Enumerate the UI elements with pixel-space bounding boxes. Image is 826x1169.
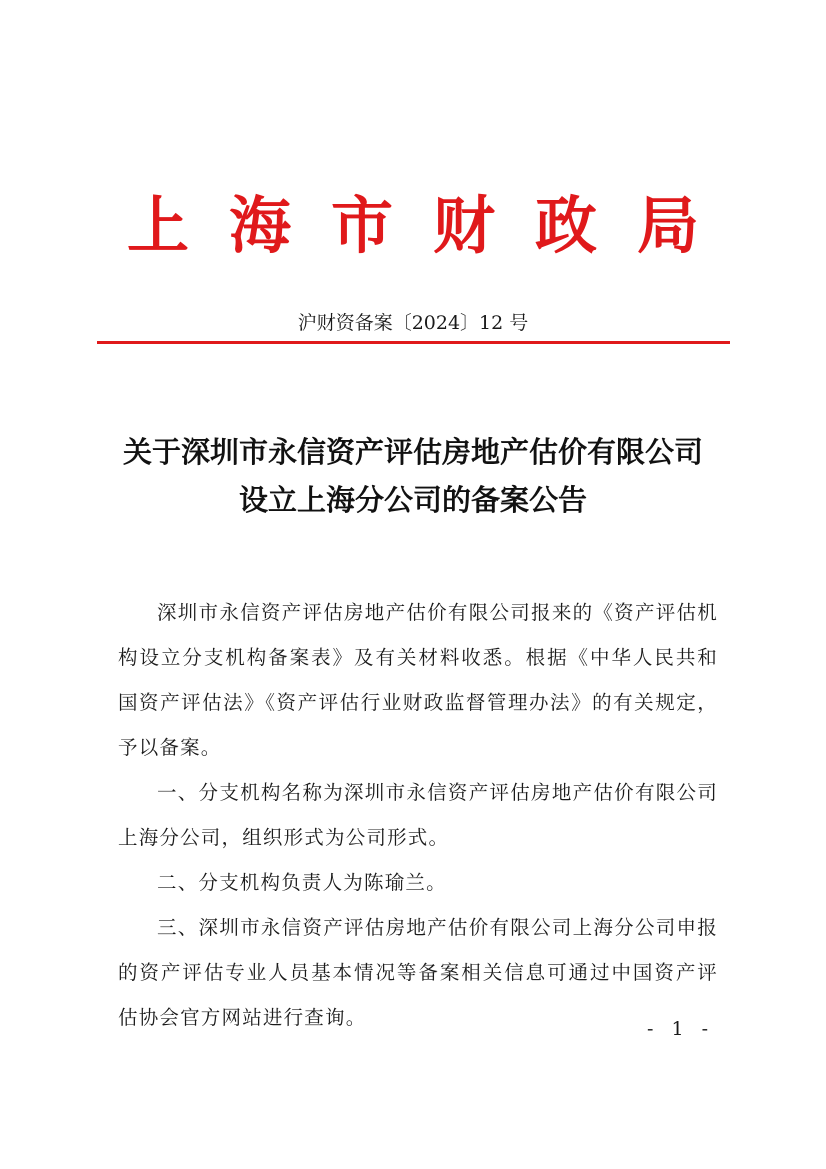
issuer-masthead: 上海市财政局	[126, 189, 739, 262]
body-paragraph-intro: 深圳市永信资产评估房地产估价有限公司报来的《资产评估机构设立分支机构备案表》及有关材料收悉。根据《中华人民共和国资产评估法》《资产评估行业财政监督管理办法》的有关规定，予以备案。	[118, 601, 718, 759]
page-number: - 1 -	[646, 1018, 714, 1040]
body-paragraph-item-3: 三、深圳市永信资产评估房地产估价有限公司上海分公司申报的资产评估专业人员基本情况等备案相关信息可通过中国资产评估协会官方网站进行查询。	[118, 916, 718, 1029]
red-divider-line	[97, 341, 730, 344]
title-line-2: 设立上海分公司的备案公告	[238, 483, 587, 517]
title-line-1: 关于深圳市永信资产评估房地产估价有限公司	[122, 435, 703, 469]
document-title	[60, 428, 766, 524]
document-body	[118, 590, 718, 1040]
document-number: 沪财资备案〔2024〕12 号	[297, 312, 529, 334]
body-paragraph-item-1: 一、分支机构名称为深圳市永信资产评估房地产估价有限公司上海分公司，组织形式为公司形式。	[118, 781, 718, 849]
body-paragraph-item-2: 二、分支机构负责人为陈瑜兰。	[157, 871, 447, 894]
